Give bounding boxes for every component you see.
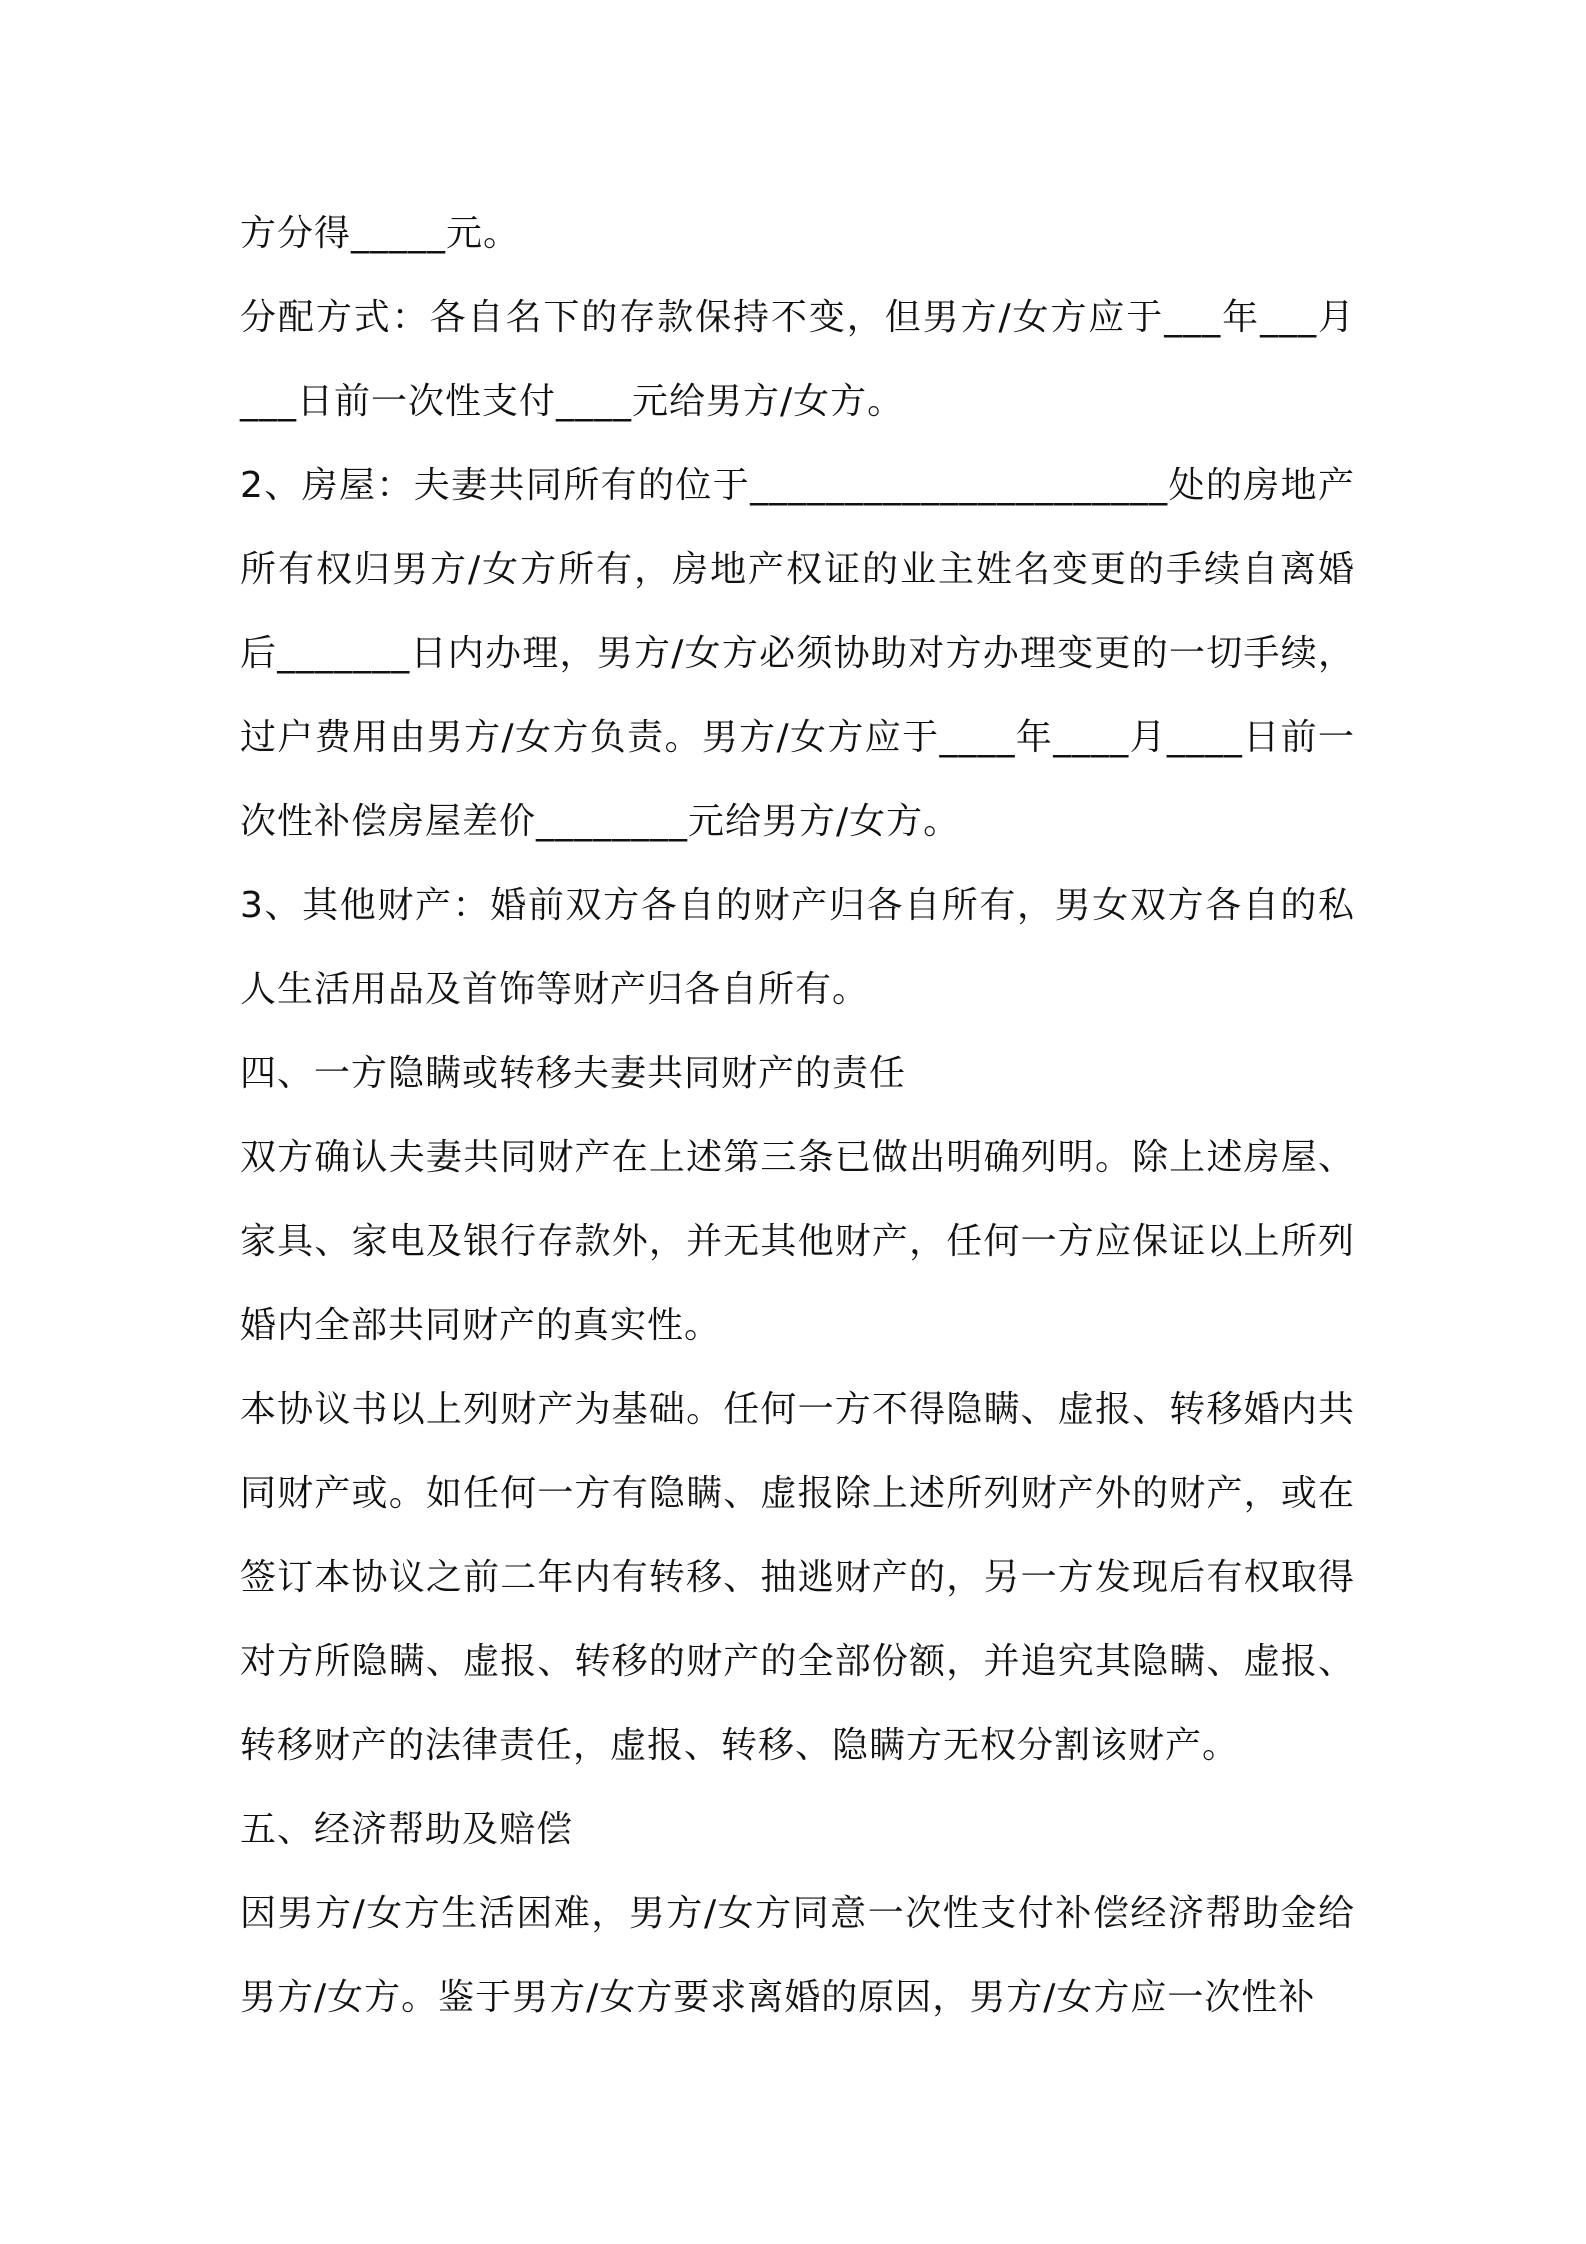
paragraph-share-amount: 方分得_____元。 <box>240 213 521 254</box>
paragraph-confirmation: 双方确认夫妻共同财产在上述第三条已做出明确列明。除上述房屋、家具、家电及银行存款外，并无其他财产，任何一方应保证以上所列婚内全部共同财产的真实性。 <box>240 1137 1355 1346</box>
paragraph-other-property: 3、其他财产：婚前双方各自的财产归各自所有，男女双方各自的私人生活用品及首饰等财产归各自所有。 <box>240 885 1355 1010</box>
document-body <box>240 192 1355 2040</box>
paragraph-assistance: 因男方/女方生活困难，男方/女方同意一次性支付补偿经济帮助金给男方/女方。鉴于男方/女方要求离婚的原因，男方/女方应一次性补 <box>240 1893 1355 2018</box>
paragraph-basis: 本协议书以上列财产为基础。任何一方不得隐瞒、虚报、转移婚内共同财产或。如任何一方有隐瞒、虚报除上述所列财产外的财产，或在签订本协议之前二年内有转移、抽逃财产的，另一方发现后有权取得对方所隐瞒、虚报、转移的财产的全部份额，并追究其隐瞒、虚报、转移财产的法律责任，虚报、转移、隐瞒方无权分割该财产。 <box>240 1389 1355 1766</box>
paragraph-house: 2、房屋：夫妻共同所有的位于______________________处的房地产所有权归男方/女方所有，房地产权证的业主姓名变更的手续自离婚后_______日内办理，男方/女方必须协助对方办理变更的一切手续，过户费用由男方/女方负责。男方/女方应于____年____月____日前一次性补偿房屋差价________元给男方/女方。 <box>240 465 1355 842</box>
section-heading-concealment: 四、一方隐瞒或转移夫妻共同财产的责任 <box>240 1053 907 1094</box>
section-heading-assistance: 五、经济帮助及赔偿 <box>240 1809 574 1850</box>
paragraph-distribution-method: 分配方式：各自名下的存款保持不变，但男方/女方应于___年___月___日前一次性支付____元给男方/女方。 <box>240 297 1355 422</box>
